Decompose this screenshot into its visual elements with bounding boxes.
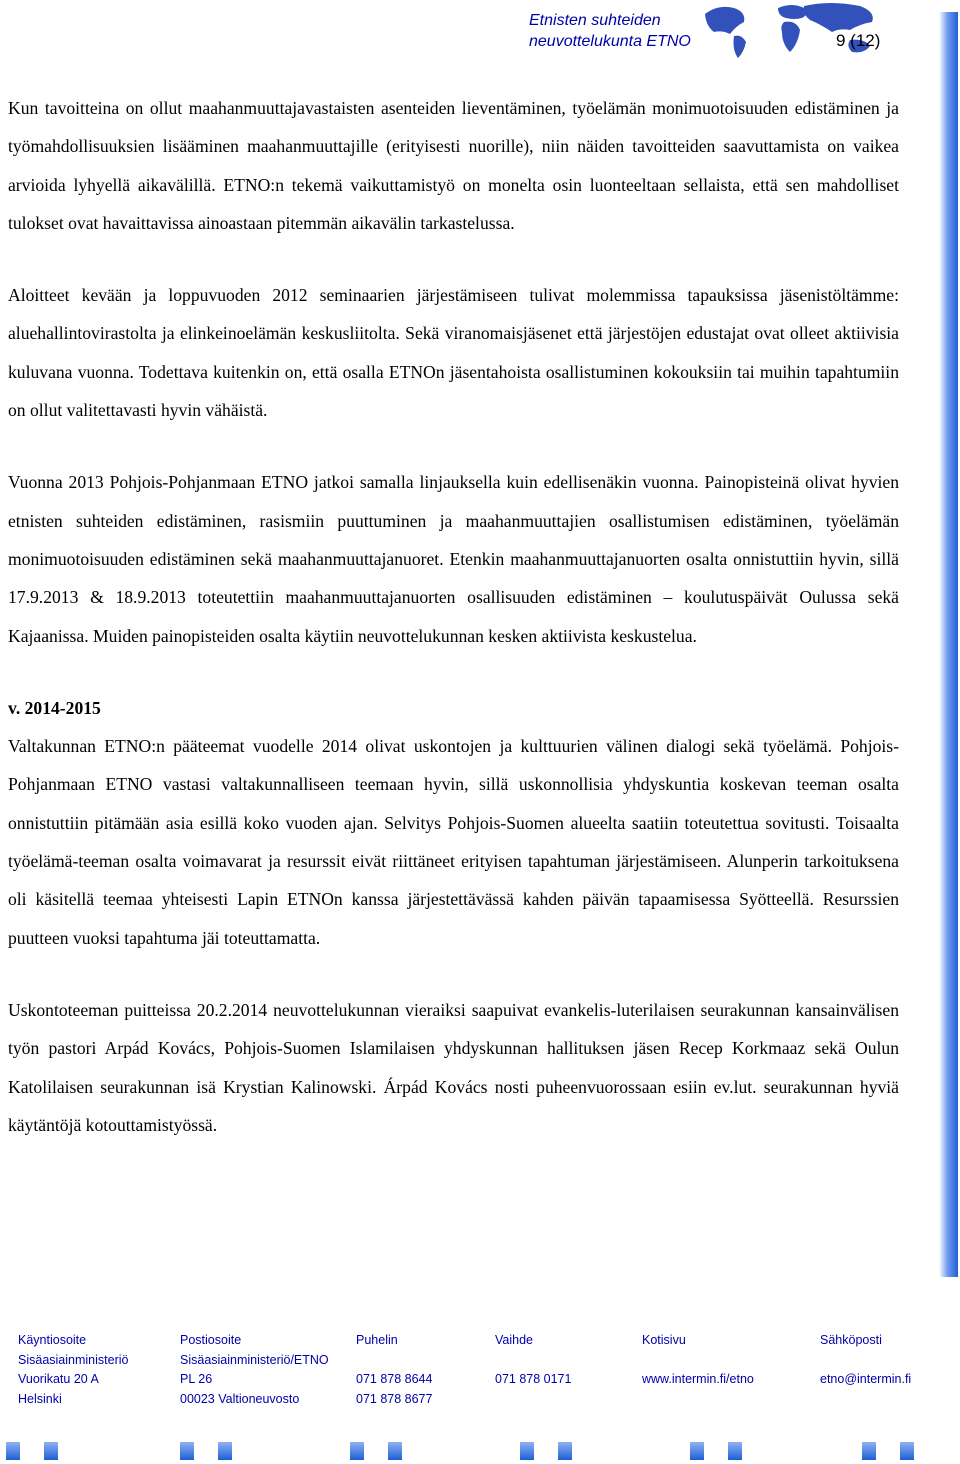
footer-value: Helsinki (18, 1392, 62, 1407)
footer-label: Sähköposti (820, 1333, 882, 1347)
footer-visiting-address (18, 1331, 128, 1410)
paragraph: Vuonna 2013 Pohjois-Pohjanmaan ETNO jatkoi samalla linjauksella kuin edellisenäkin vuonna. Painopisteinä olivat hyvien etnisten suhteiden edistäminen, rasismiin puuttuminen ja maahanmuuttajien osallistumisen edistäminen, työelämän monimuotoisuuden edistäminen sekä maahanmuuttajanuoret. Etenkin maahanmuuttajanuorten osalta onnistuttiin hyvin, sillä 17.9.2013 & 18.9.2013 toteutettiin maahanmuuttajanuorten osallisuuden edistäminen – koulutuspäivät Oulussa sekä Kajaanissa. Muiden painopisteiden osalta käytiin neuvottelukunnan kesken aktiivista keskustelua. (8, 472, 899, 646)
footer-value: 071 878 8677 (356, 1392, 433, 1407)
footer-label: Kotisivu (642, 1333, 686, 1347)
footer-value (356, 1351, 432, 1371)
footer-value: 071 878 8644 (356, 1372, 433, 1387)
footer-email (820, 1331, 911, 1390)
organization-name-line1: Etnisten suhteiden (529, 12, 661, 29)
paragraph: Aloitteet kevään ja loppuvuoden 2012 seminaarien järjestämiseen tulivat molemmissa tapauksissa jäsenistöltämme: aluehallintovirastolta ja elinkeinoelämän keskusliitolta. Sekä viranomaisjäsenet että järjestöjen edustajat ovat olleet aktiivisia kuluvana vuonna. Todettava kuitenkin on, että osalla ETNOn jäsentahoista osallistuminen kokouksiin tai muihin tapahtumiin on ollut valitettavasti hyvin vähäistä. (8, 285, 899, 421)
document-body (8, 89, 899, 1144)
page-number: 9 (12) (836, 31, 881, 50)
footer-value: 071 878 0171 (495, 1372, 572, 1387)
footer-value: PL 26 (180, 1372, 213, 1387)
footer-value: 00023 Valtioneuvosto (180, 1392, 300, 1407)
organization-name (529, 10, 691, 52)
footer-homepage (642, 1331, 754, 1390)
footer-postal-address (180, 1331, 329, 1410)
footer-value: Sisäasiainministeriö (18, 1352, 129, 1367)
footer-switchboard (495, 1331, 571, 1390)
footer-value (495, 1351, 571, 1371)
footer-value (820, 1351, 911, 1371)
footer-phone (356, 1331, 432, 1410)
footer-value: Sisäasiainministeriö/ETNO (180, 1352, 329, 1367)
homepage-link[interactable]: www.intermin.fi/etno (642, 1372, 754, 1387)
footer-label: Postiosoite (180, 1333, 242, 1347)
paragraph: Uskontoteeman puitteissa 20.2.2014 neuvottelukunnan vieraiksi saapuivat evankelis-luterilaisen seurakunnan kansainvälisen työn pastori Arpád Kovács, Pohjois-Suomen Islamilaisen yhdyskunnan hallituksen jäsen Recep Korkmaaz sekä Oulun Katolilaisen seurakunnan isä Krystian Kalinowski. Árpád Kovács nosti puheenvuorossaan esiin ev.lut. seurakunnan hyviä käytäntöjä kotouttamistyössä. (8, 999, 899, 1135)
footer-label: Puhelin (356, 1333, 398, 1347)
section-heading: v. 2014-2015 (8, 697, 101, 718)
decorative-bottom-squares (0, 1440, 960, 1462)
footer-value: Vuorikatu 20 A (18, 1372, 99, 1387)
email-link[interactable]: etno@intermin.fi (820, 1372, 912, 1387)
organization-name-line2: neuvottelukunta ETNO (529, 33, 691, 50)
footer-label: Käyntiosoite (18, 1333, 87, 1347)
decorative-side-bar (939, 12, 958, 1277)
footer-label: Vaihde (495, 1333, 533, 1347)
paragraph: Kun tavoitteina on ollut maahanmuuttajavastaisten asenteiden lieventäminen, työelämän monimuotoisuuden edistäminen ja työmahdollisuuksien lisääminen maahanmuuttajille (erityisesti nuorille), niin näiden tavoitteiden saavuttamista on vaikea arvioida lyhyellä aikavälillä. ETNO:n tekemä vaikuttamistyö on monelta osin luonteeltaan sellaista, että sen mahdolliset tulokset ovat havaittavissa ainoastaan pitemmän aikavälin tarkastelussa. (8, 98, 899, 233)
paragraph: Valtakunnan ETNO:n pääteemat vuodelle 2014 olivat uskontojen ja kulttuurien välinen dialogi sekä työelämä. Pohjois-Pohjanmaan ETNO vastasi valtakunnalliseen teemaan hyvin, sillä uskonnollisia yhdyskuntia koskevan teeman osalta onnistuttiin pitämään asia esillä koko vuoden ajan. Selvitys Pohjois-Suomen alueelta saatiin toteutettua sovitusti. Toisaalta työelämä-teeman osalta voimavarat ja resurssit eivät riittäneet erityisen tapahtuman järjestämiseen. Alunperin tarkoituksena oli käsitellä teemaa yhteisesti Lapin ETNOn kanssa järjestettävässä kahden päivän tapaamisessa Syötteellä. Resurssien puutteen vuoksi tapahtuma jäi toteuttamatta. (8, 736, 899, 948)
footer-value (642, 1351, 754, 1371)
